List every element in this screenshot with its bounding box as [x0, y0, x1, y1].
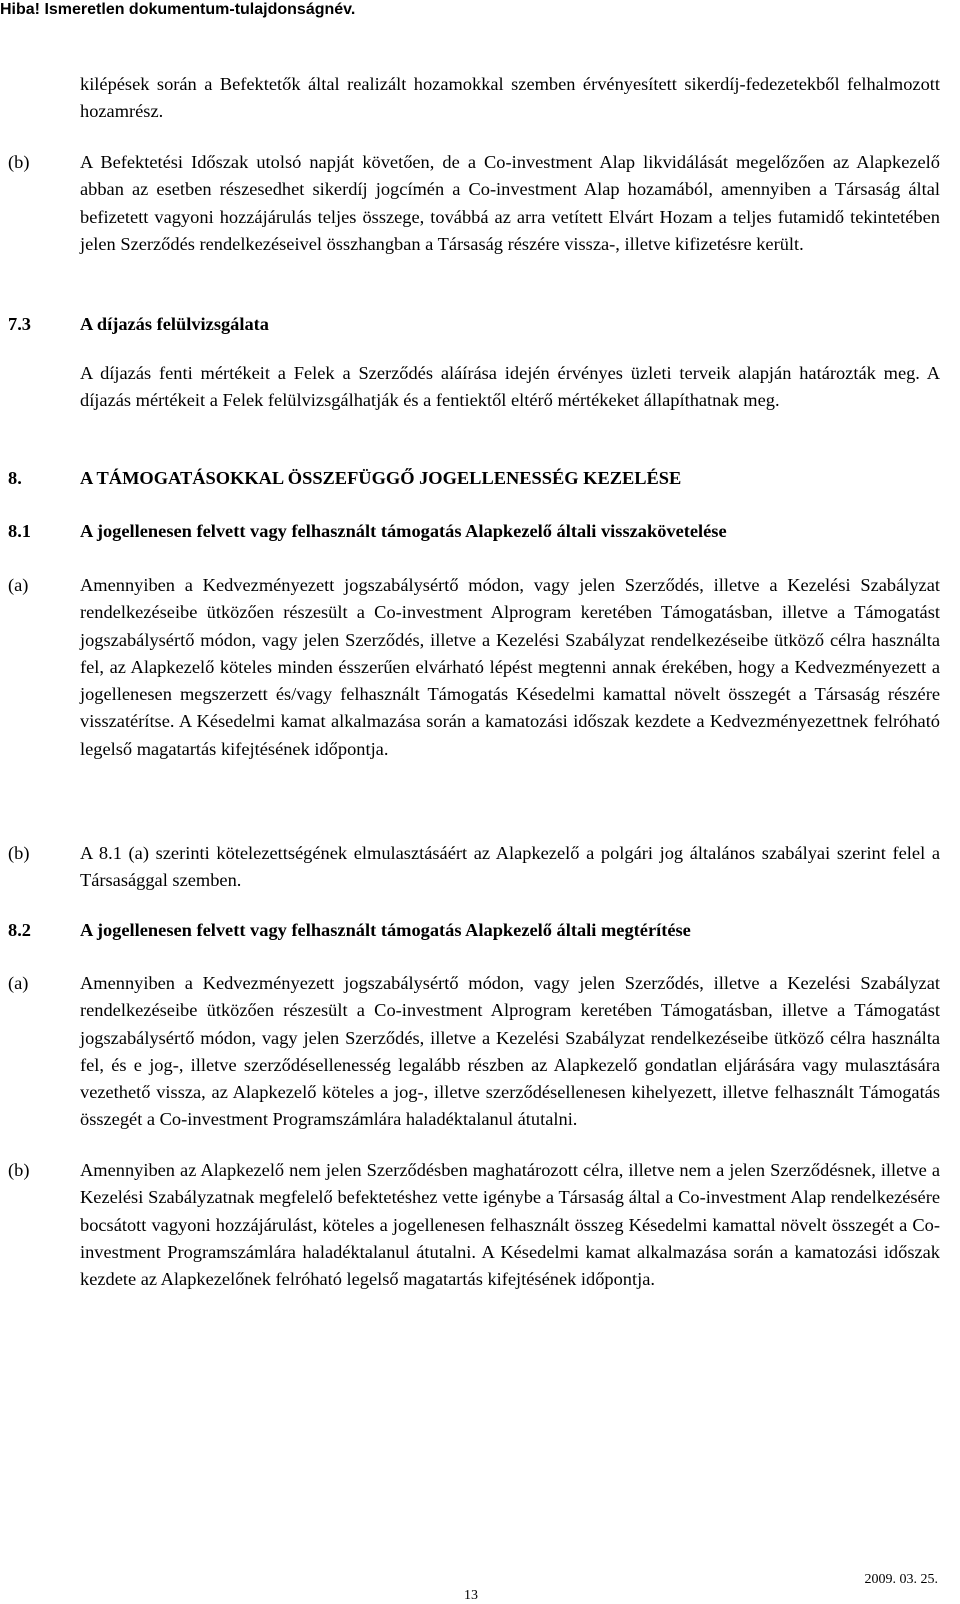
section-7-2-b-paragraph: A Befektetési Időszak utolsó napját követően, de a Co-investment Alap likvidálását megelőzően az Alapkezelő abban az esetben részesedhet sikerdíj jogcímén a Co-investment Alap hozamából, amennyiben a Társaság által befizetett vagyoni hozzájárulás teljes összege, továbbá az arra vetített Elvárt Hozam a teljes futamidő tekintetében jelen Szerződés rendelkezéseivel összhangban a Társaság részére vissza-, illetve kifizetésre került. [80, 152, 940, 254]
section-8-2-b-label: (b) [8, 1160, 30, 1180]
section-8-number: 8. [8, 468, 22, 488]
section-8-1-b-paragraph: A 8.1 (a) szerinti kötelezettségének elmulasztásáért az Alapkezelő a polgári jog általános szabályai szerint felel a Társasággal szemben. [80, 843, 940, 891]
section-8-2-a-label: (a) [8, 973, 29, 993]
document-property-error-header: Hiba! Ismeretlen dokumentum-tulajdonságnév. [0, 1, 356, 18]
footer-date: 2009. 03. 25. [864, 1572, 938, 1587]
section-8-1-a-paragraph: Amennyiben a Kedvezményezett jogszabálysértő módon, vagy jelen Szerződés, illetve a Kezelési Szabályzat rendelkezéseibe ütközően részesült a Co-investment Alprogram keretében Támogatásban, illetve a Támogatást jogszabálysértő módon, vagy jelen Szerződés, illetve a Kezelési Szabályzat rendelkezéseibe ütköző célra használta fel, az Alapkezelő köteles minden ésszerűen elvárható lépést megtenni annak érekében, hogy a Kedvezményezett a jogellenesen megszerzett és/vagy felhasznált Támogatás Késedelmi kamattal növelt összegét a Társaság részére visszatérítse. A Késedelmi kamat alkalmazása során a kamatozási időszak kezdete a Kedvezményezettnek felróható legelső magatartás kifejtésének időpontja. [80, 575, 940, 759]
section-8-2-heading: A jogellenesen felvett vagy felhasznált támogatás Alapkezelő általi megtérítése [80, 920, 691, 940]
section-7-2-b-label: (b) [8, 152, 30, 172]
section-7-3-number: 7.3 [8, 314, 31, 334]
section-8-1-a-label: (a) [8, 575, 29, 595]
section-8-2-number: 8.2 [8, 920, 31, 940]
section-7-3-heading: A díjazás felülvizsgálata [80, 314, 270, 334]
section-8-2-a-paragraph: Amennyiben a Kedvezményezett jogszabálysértő módon, vagy jelen Szerződés, illetve a Kezelési Szabályzat rendelkezéseibe ütközően részesült a Co-investment Alprogram keretében Támogatásban, illetve a Támogatást jogszabálysértő módon, vagy jelen Szerződés, illetve a Kezelési Szabályzat rendelkezéseibe ütköző célra használta fel, és e jog-, illetve szerződésellenesség legalább részben az Alapkezelő gondatlan eljárására vagy mulasztására vezethető vissza, az Alapkezelő köteles a jog-, illetve szerződésellenesen kihelyezett, illetve felhasznált Támogatás összegét a Co-investment Programszámlára haladéktalanul átutalni. [80, 973, 940, 1130]
section-8-heading: A TÁMOGATÁSOKKAL ÖSSZEFÜGGŐ JOGELLENESSÉG KEZELÉSE [80, 468, 682, 488]
section-8-1-number: 8.1 [8, 521, 31, 541]
intro-continuation-paragraph: kilépések során a Befektetők által realizált hozamokkal szemben érvényesített sikerdíj-fedezetekből felhalmozott hozamrész. [80, 74, 940, 122]
page-number: 13 [464, 1588, 478, 1603]
section-7-3-paragraph: A díjazás fenti mértékeit a Felek a Szerződés aláírása idején érvényes üzleti terveik alapján határozták meg. A díjazás mértékeit a Felek felülvizsgálhatják és a fentiektől eltérő mértékeket állapíthatnak meg. [80, 363, 940, 411]
section-8-2-b-paragraph: Amennyiben az Alapkezelő nem jelen Szerződésben maghatározott célra, illetve nem a jelen Szerződésnek, illetve a Kezelési Szabályzatnak megfelelő befektetéshez vette igénybe a Társaság által a Co-investment Alap rendelkezésére bocsátott vagyoni hozzájárulást, köteles a jogellenesen felhasznált összeg Késedelmi kamattal növelt összegét a Co-investment Programszámlára haladéktalanul átutalni. A Késedelmi kamat alkalmazása során a kamatozási időszak kezdete az Alapkezelőnek felróható legelső magatartás kifejtésének időpontja. [80, 1160, 940, 1290]
section-8-1-heading: A jogellenesen felvett vagy felhasznált támogatás Alapkezelő általi visszakövetelése [80, 521, 727, 541]
section-8-1-b-label: (b) [8, 843, 30, 863]
